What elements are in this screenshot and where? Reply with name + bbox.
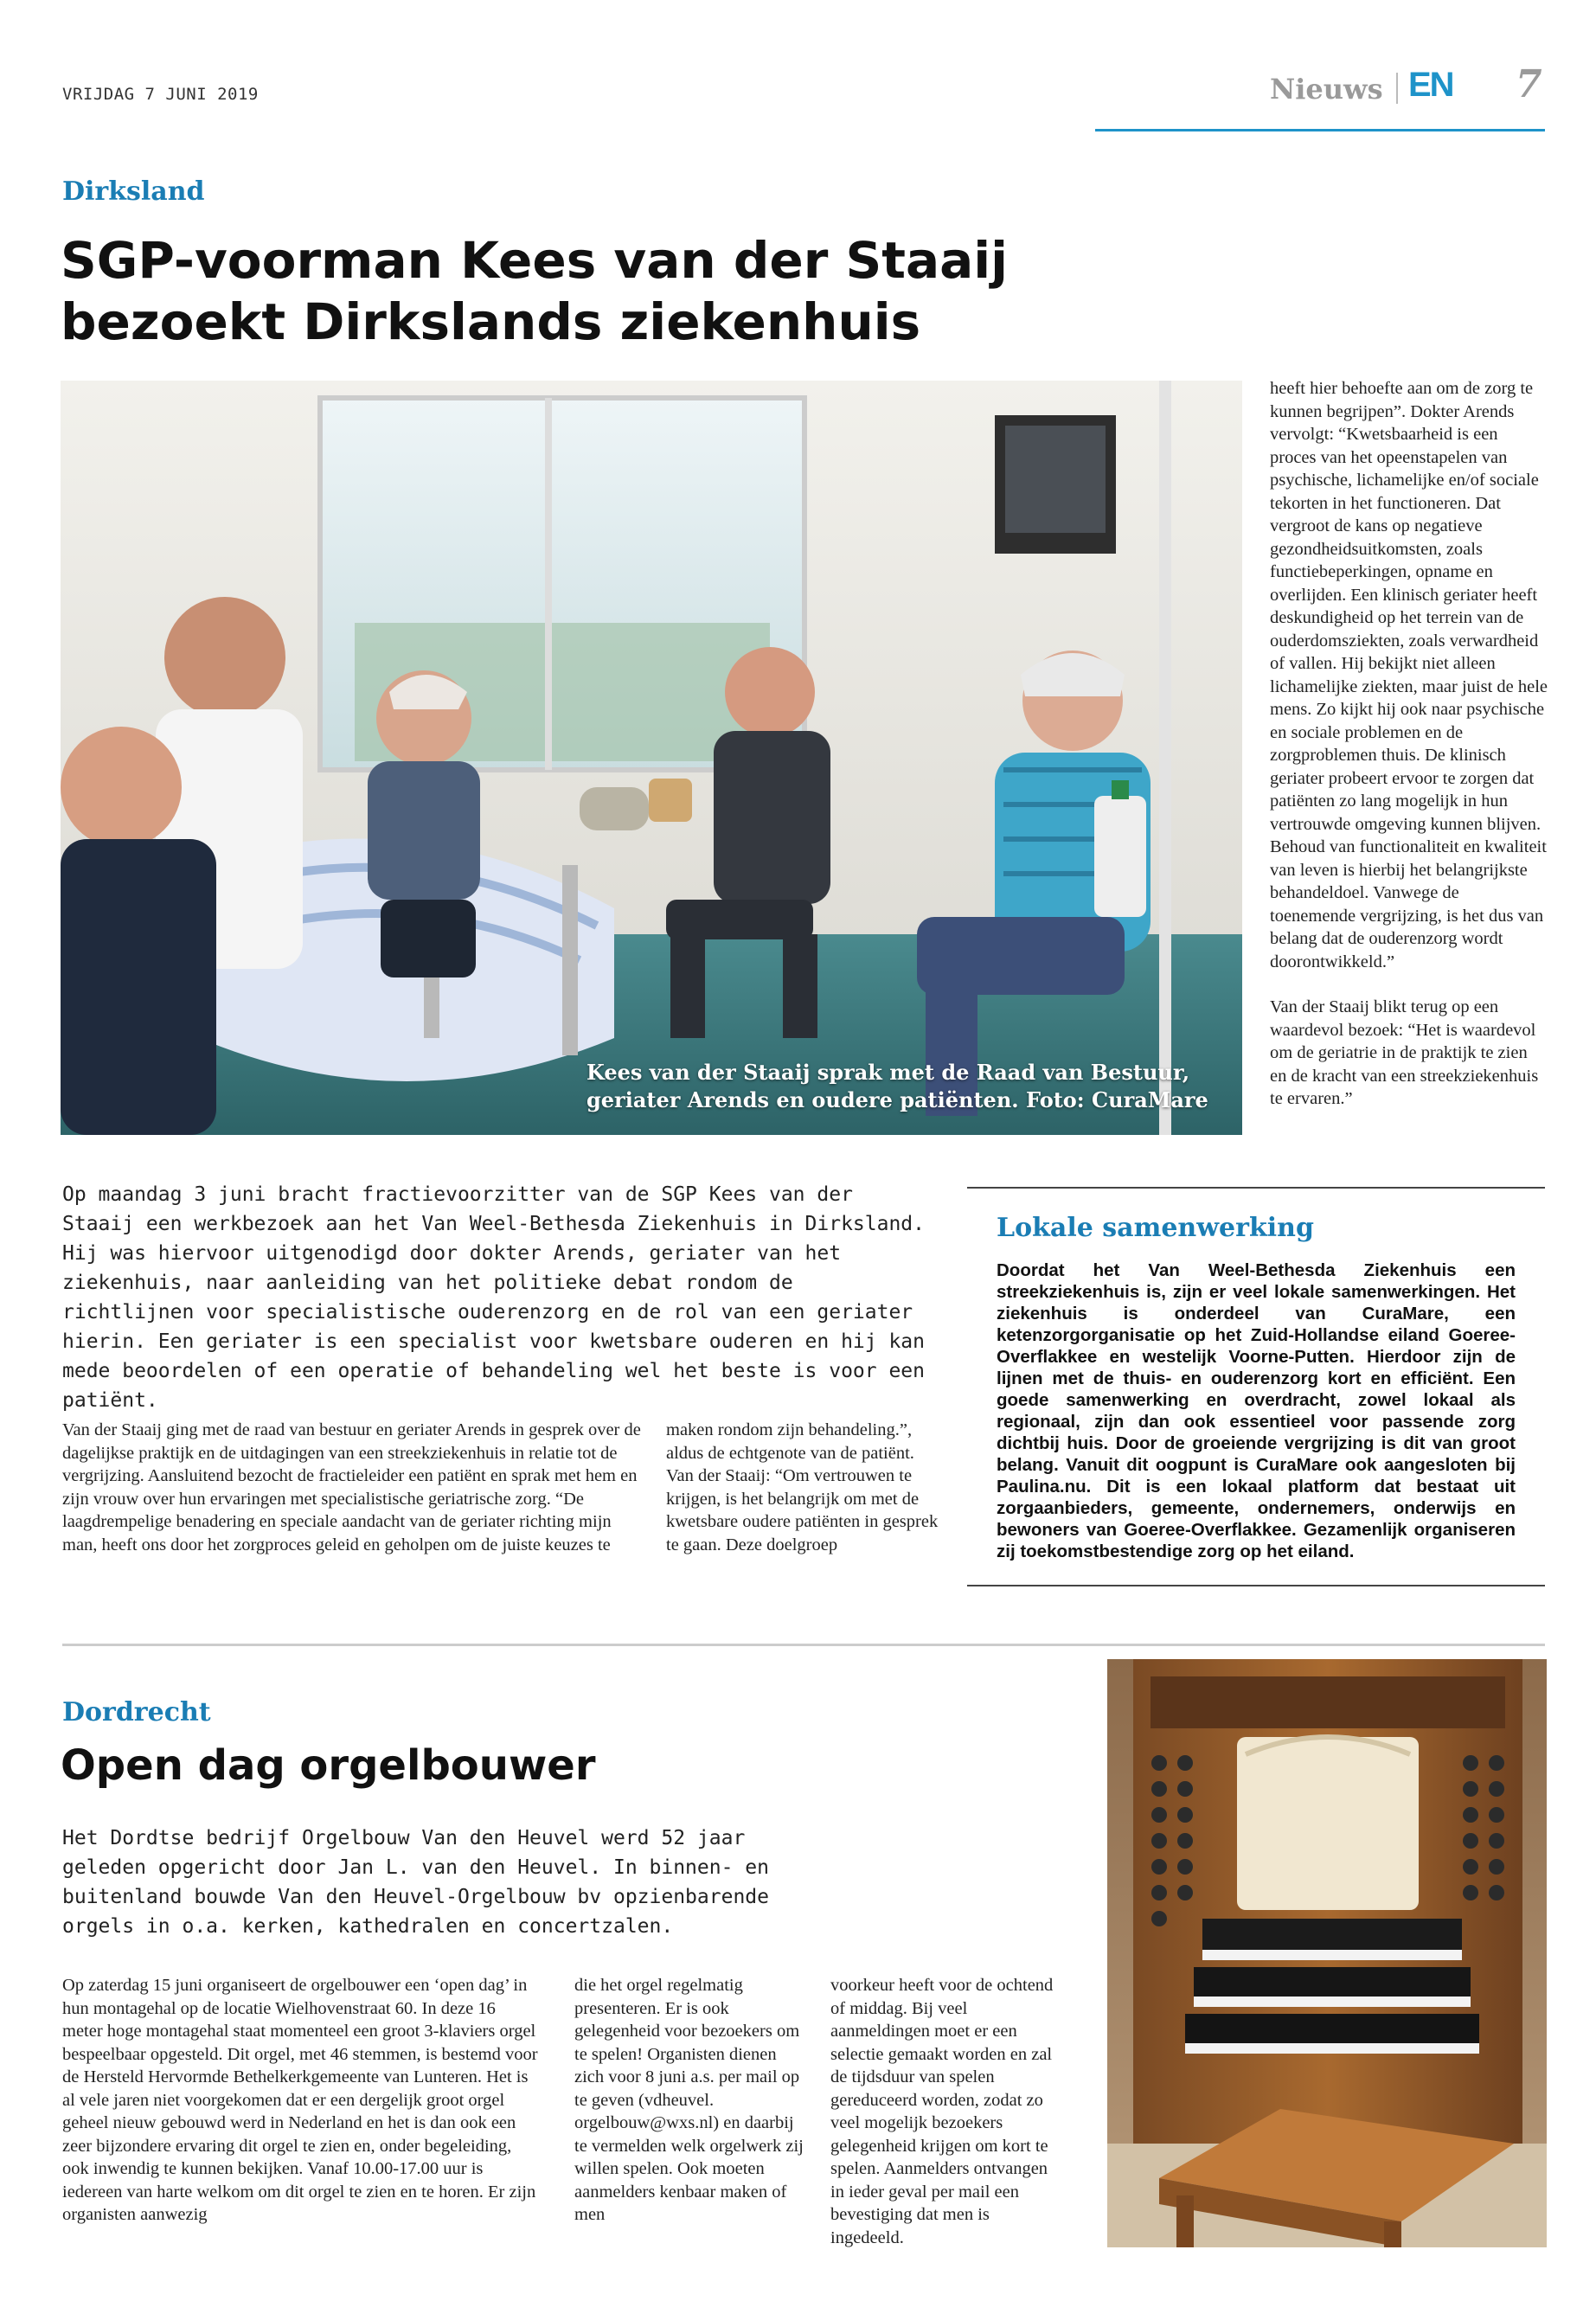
header-divider (1396, 73, 1398, 104)
issue-date: VRIJDAG 7 JUNI 2019 (62, 85, 259, 104)
article1-body-col2-para2: Van der Staaij: “Om vertrouwen te krijgen, is het belangrijk om met de kwetsbare oudere patiënten in gesprek te gaan. Deze doelgroep (666, 1466, 939, 1554)
header-rule (1095, 129, 1545, 131)
infobox-title: Lokale samenwerking (997, 1213, 1314, 1243)
article2-body-col3: voorkeur heeft voor de ochtend of middag. Bij veel aanmeldingen moet er een selectie gemaakt worden en zal de tijdsduur van spelen gereduceerd worden, zodat zo veel mogelijk bezoekers gelegenheid krijgen om kort te spelen. Aanmelders ontvangen in ieder geval per mail een bevestiging dat men is ingedeeld. (830, 1976, 1054, 2247)
article1-body-col2 (666, 1419, 952, 1556)
hospital-visit-photo (61, 381, 1242, 1135)
article1-intro: Op maandag 3 juni bracht fractievoorzitter van de SGP Kees van der Staaij een werkbezoek aan het Van Weel-Bethesda Ziekenhuis in Dirksland. Hij was hiervoor uitgenodigd door dokter Arends, geriater van het ziekenhuis, naar aanleiding van het politieke debat rondom de richtlijnen voor specialistische ouderenzorg en de rol van een geriater hierin. Een geriater is een specialist voor kwetsbare ouderen en hij kan mede beoordelen of een operatie of behandeling wel het beste is voor een patiënt. (62, 1183, 925, 1412)
organ-photo (1107, 1659, 1547, 2247)
article1-body-col2-para1: maken rondom zijn behandeling.”, aldus de echtgenote van de patiënt. (666, 1420, 914, 1463)
article1-sidebar-para2: Van der Staaij blikt terug op een waardevol bezoek: “Het is waardevol om de geriatrie in de praktijk te zien en de kracht van een streekziekenhuis te ervaren.” (1270, 997, 1539, 1108)
article1-sidebar-column (1270, 377, 1548, 1111)
article2-kicker: Dordrecht (62, 1697, 211, 1727)
photo-caption-line1: Kees van der Staaij sprak met de Raad van Bestuur, (586, 1060, 1190, 1085)
infobox-text: Doordat het Van Weel-Bethesda Ziekenhuis een streekziekenhuis is, zijn er veel lokale samenwerkingen. Het ziekenhuis is onderdeel van CuraMare, een ketenzorgorganisatie op het Zuid-Hollandse eiland Goeree-Overflakkee en westelijk Voorne-Putten. Hierdoor zijn de lijnen met de thuis- en ouderenzorg kort en efficiënt. Een goede samenwerking en overdracht, zowel lokaal als regionaal, zijn dan ook essentieel voor passende zorg dichtbij huis. Door de groeiende vergrijzing is dit van groot belang. Vanuit dit oogpunt is CuraMare ook aangesloten bij Paulina.nu. Dit is een lokaal platform dat bestaat uit zorgaanbieders, gemeente, ondernemers, onderwijs en bewoners van Goeree-Overflakkee. Gezamenlijk organiseren zij toekomstbestendige zorg op het eiland. (997, 1260, 1516, 1561)
hospital-photo-illustration (61, 381, 1242, 1135)
article1-sidebar-para1: heeft hier behoefte aan om de zorg te kunnen begrijpen”. Dokter Arends vervolgt: “Kwetsbaarheid is een proces van het opeenstapelen van psychische, lichamelijke en/of sociale tekorten in het functioneren. Dat vergroot de kans op negatieve gezondheidsuitkomsten, zoals functiebeperkingen, opname en overlijden. Een klinisch geriater heeft deskundigheid op het terrein van de ouderdomsziekten, zoals verwardheid of vallen. Hij bekijkt niet alleen lichamelijke ziekten, maar juist de hele mens. Zo kijkt hij ook naar psychische en sociale problemen en de zorgproblemen thuis. De klinisch geriater probeert ervoor te zorgen dat patiënten zo lang mogelijk in hun vertrouwde omgeving kunnen blijven. Behoud van functionaliteit en kwaliteit van leven is hierbij het belangrijkste behandeldoel. Vanwege de toenemende vergrijzing, is het dus van belang dat de ouderenzorg wordt doorontwikkeld.” (1270, 379, 1548, 971)
infobox-bottom-rule (967, 1585, 1545, 1586)
article2-body-col1: Op zaterdag 15 juni organiseert de orgelbouwer een ‘open dag’ in hun montagehal op de locatie Wielhovenstraat 60. In deze 16 meter hoge montagehal staat momenteel een groot 3-klaviers orgel bespeelbaar opgesteld. Dit orgel, met 46 stemmen, is bestemd voor de Hersteld Hervormde Bethelkerkgemeente van Lunteren. Het is al vele jaren niet voorgekomen dat er een dergelijk groot orgel geheel nieuw gebouwd werd in Nederland en het is dan ook een zeer bijzondere ervaring dit orgel te zien en, onder begeleiding, ook inwendig te kunnen bekijken. Vanaf 10.00-17.00 uur is iedereen van harte welkom om dit orgel te zien en te horen. Er zijn organisten aanwezig (62, 1976, 538, 2224)
infobox-top-rule (967, 1187, 1545, 1189)
article1-body-col1: Van der Staaij ging met de raad van bestuur en geriater Arends in gesprek over de dagelijkse praktijk en de uitdagingen van een streekziekenhuis in relatie tot de vergrijzing. Aansluitend bezocht de fractieleider een patiënt en sprak met hem en zijn vrouw over hun ervaringen met specialistische geriatrische zorg. “De laagdrempelige benadering en speciale aandacht van de geriater richting mijn man, heeft ons door het zorgproces geleid en geholpen om de juiste keuzes te (62, 1420, 641, 1554)
organ-photo-illustration (1107, 1659, 1547, 2247)
article1-headline-line2: bezoekt Dirkslands ziekenhuis (61, 292, 921, 351)
photo-caption (586, 1059, 1208, 1114)
article1-headline-line1: SGP-voorman Kees van der Staaij (61, 231, 1009, 290)
page-number: 7 (1516, 62, 1542, 106)
photo-caption-line2: geriater Arends en oudere patiënten. Foto: CuraMare (586, 1087, 1208, 1112)
section-label: Nieuws (1270, 73, 1383, 106)
article2-headline: Open dag orgelbouwer (61, 1741, 596, 1790)
article1-kicker: Dirksland (62, 176, 205, 207)
section-separator (62, 1644, 1545, 1646)
article1-headline (61, 230, 1008, 353)
publication-logo: EN (1408, 66, 1453, 104)
article2-intro: Het Dordtse bedrijf Orgelbouw Van den Heuvel werd 52 jaar geleden opgericht door Jan L. van den Heuvel. In binnen- en buitenland bouwde Van den Heuvel-Orgelbouw bv opzienbarende orgels in o.a. kerken, kathedralen en concertzalen. (62, 1827, 769, 1938)
article2-body-col2: die het orgel regelmatig presenteren. Er is ook gelegenheid voor bezoekers om te spelen! Organisten dienen zich voor 8 juni a.s. per mail op te geven (vdheuvel. orgelbouw@wxs.nl) en daarbij te vermelden welk orgelwerk zij willen spelen. Ook moeten aanmelders kenbaar maken of men (574, 1976, 804, 2224)
